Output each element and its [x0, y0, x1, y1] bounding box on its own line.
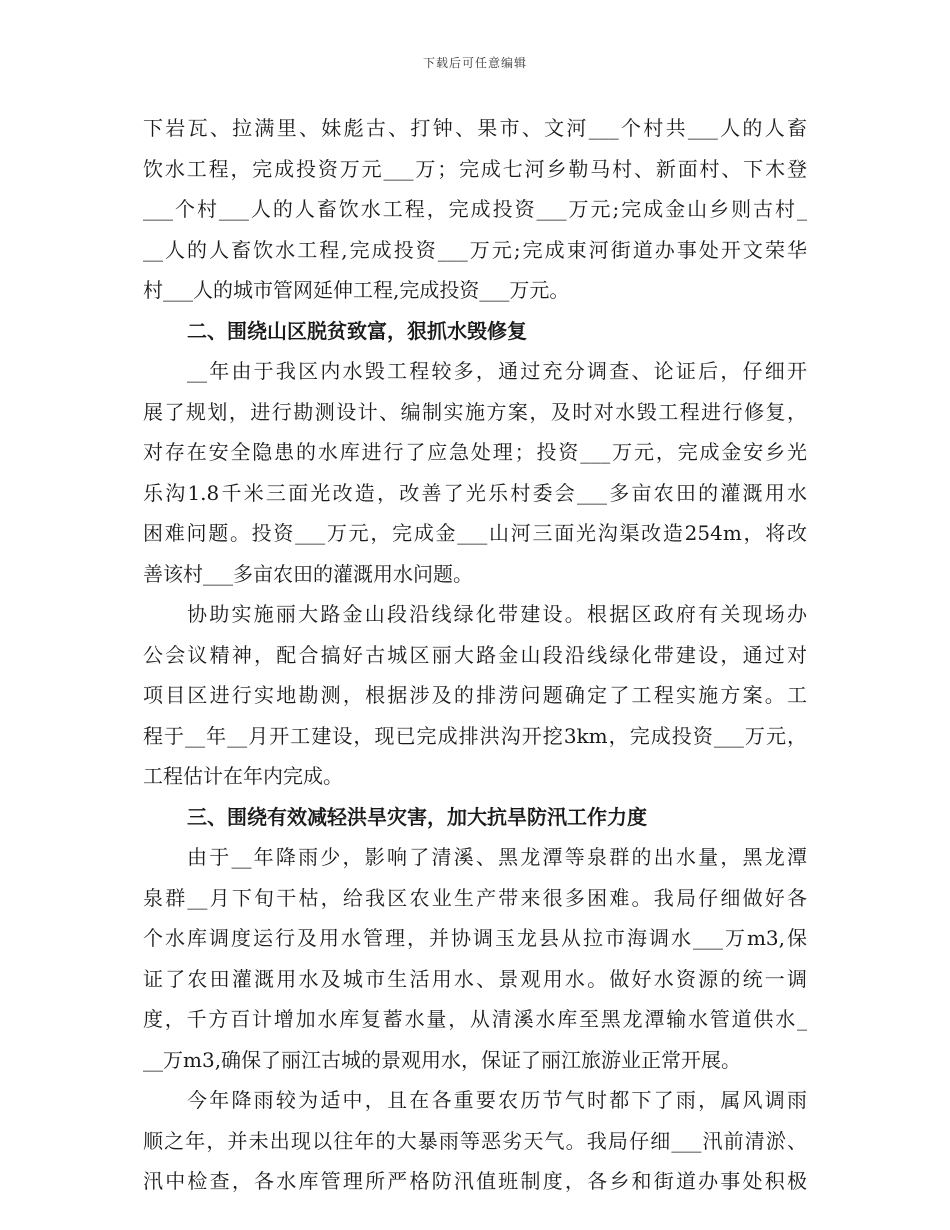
document-body	[143, 108, 807, 1202]
text-line: 展了规划，进行勘测设计、编制实施方案，及时对水毁工程进行修复，	[143, 399, 807, 424]
text-line: 汛中检查，各水库管理所严格防汛值班制度，各乡和街道办事处积极	[143, 1169, 807, 1193]
paragraph-first-line: 今年降雨较为适中，且在各重要农历节气时都下了雨，属风调雨	[187, 1088, 807, 1112]
text-line: 饮水工程，完成投资万元___万；完成七河乡勒马村、新面村、下木登	[143, 156, 807, 181]
paragraph-first-line: 由于__年降雨少，影响了清溪、黑龙潭等泉群的出水量，黑龙潭	[187, 845, 807, 869]
paragraph-first-line: __年由于我区内水毁工程较多，通过充分调查、论证后，仔细开	[187, 359, 807, 383]
text-line: 对存在安全隐患的水库进行了应急处理；投资___万元，完成金安乡光	[143, 440, 807, 464]
text-line: 困难问题。投资___万元，完成金___山河三面光沟渠改造254m，将改	[143, 521, 807, 545]
text-line: ___个村___人的人畜饮水工程，完成投资___万元;完成金山乡则古村_	[143, 197, 807, 221]
text-line: 程于__年__月开工建设，现已完成排洪沟开挖3km，完成投资___万元，	[143, 723, 807, 748]
paragraph-last-line: 工程估计在年内完成。	[143, 764, 343, 788]
text-line: 度，千方百计增加水库复蓄水量，从清溪水库至黑龙潭输水管道供水_	[143, 1007, 807, 1031]
text-line: 个水库调度运行及用水管理，并协调玉龙县从拉市海调水___万m3,保	[143, 926, 807, 950]
text-line: 顺之年，并未出现以往年的大暴雨等恶劣天气。我局仔细___汛前清淤、	[143, 1128, 807, 1153]
text-line: __人的人畜饮水工程,完成投资___万元;完成束河街道办事处开文荣华	[143, 237, 807, 262]
paragraph-last-line: __万m3,确保了丽江古城的景观用水，保证了丽江旅游业正常开展。	[143, 1047, 742, 1072]
paragraph-last-line: 村___人的城市管网延伸工程,完成投资___万元。	[143, 278, 570, 302]
paragraph-last-line: 善该村___多亩农田的灌溉用水问题。	[143, 561, 473, 586]
text-line: 证了农田灌溉用水及城市生活用水、景观用水。做好水资源的统一调	[143, 966, 807, 991]
page-header: 下载后可任意编辑	[422, 56, 527, 70]
text-line: 泉群__月下旬干枯，给我区农业生产带来很多困难。我局仔细做好各	[143, 885, 807, 910]
text-line: 项目区进行实地勘测，根据涉及的排涝问题确定了工程实施方案。工	[143, 683, 807, 707]
section-heading: 二、围绕山区脱贫致富，狠抓水毁修复	[187, 318, 527, 343]
text-line: 公会议精神，配合搞好古城区丽大路金山段沿线绿化带建设，通过对	[143, 642, 807, 667]
text-line: 下岩瓦、拉满里、妹彪古、打钟、果市、文河___个村共___人的人畜	[143, 116, 807, 140]
paragraph-first-line: 协助实施丽大路金山段沿线绿化带建设。根据区政府有关现场办	[187, 602, 807, 626]
text-line: 乐沟1.8千米三面光改造，改善了光乐村委会___多亩农田的灌溉用水	[143, 480, 807, 505]
section-heading: 三、围绕有效减轻洪旱灾害，加大抗旱防汛工作力度	[187, 804, 647, 829]
